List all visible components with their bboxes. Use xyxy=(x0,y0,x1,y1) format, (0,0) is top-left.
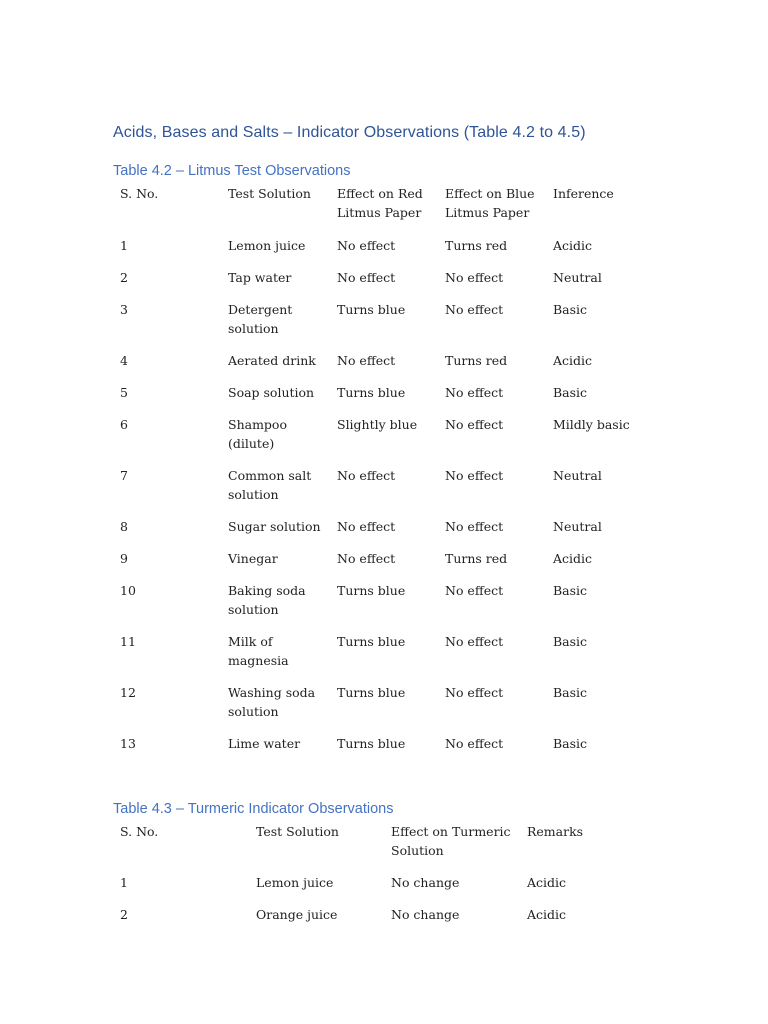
header-red-litmus-line: Effect on Red xyxy=(337,186,423,201)
header-red-litmus xyxy=(337,184,423,222)
row-inference xyxy=(553,300,587,319)
row-test-solution-line: Vinegar xyxy=(228,551,278,566)
row-blue-litmus-effect xyxy=(445,549,507,568)
row-blue-litmus-effect xyxy=(445,351,507,370)
row-blue-litmus-effect xyxy=(445,581,503,600)
row-blue-litmus-effect-line: No effect xyxy=(445,519,504,534)
row-test-solution-line: Aerated drink xyxy=(228,353,316,368)
row-inference xyxy=(553,549,592,568)
row-red-litmus-effect xyxy=(337,517,395,536)
row-red-litmus-effect xyxy=(337,632,405,651)
row-test-solution-line: Common salt xyxy=(228,468,312,483)
row-sno: 3 xyxy=(120,302,128,317)
row-sno: 13 xyxy=(120,736,136,751)
row-test-solution-line: Baking soda xyxy=(228,583,306,598)
row-inference-line: Acidic xyxy=(553,238,593,253)
row-turmeric-effect-line: No change xyxy=(391,907,460,922)
row-red-litmus-effect xyxy=(337,300,405,319)
row-sno: 6 xyxy=(120,417,128,432)
row-inference-line: Basic xyxy=(553,685,588,700)
document-title: Acids, Bases and Salts – Indicator Observations (Table 4.2 to 4.5) xyxy=(113,124,586,141)
table-4-3-title: Table 4.3 – Turmeric Indicator Observations xyxy=(113,801,394,817)
row-red-litmus-effect-line: Turns blue xyxy=(337,634,406,649)
row-turmeric-effect xyxy=(391,873,459,892)
row-red-litmus-effect-line: Turns blue xyxy=(337,385,406,400)
row-sno: 10 xyxy=(120,583,136,598)
row-blue-litmus-effect-line: No effect xyxy=(445,468,504,483)
row-red-litmus-effect xyxy=(337,268,395,287)
row-inference-line: Neutral xyxy=(553,519,602,534)
header-remarks xyxy=(527,822,583,841)
table-4-2-title: Table 4.2 – Litmus Test Observations xyxy=(113,163,351,179)
row-test-solution xyxy=(256,873,333,892)
row-test-solution-line: Detergent xyxy=(228,302,293,317)
row-blue-litmus-effect-line: Turns red xyxy=(445,353,508,368)
row-test-solution xyxy=(228,581,306,619)
row-test-solution-line: Shampoo xyxy=(228,417,287,432)
row-test-solution-line: solution xyxy=(228,704,279,719)
row-inference-line: Acidic xyxy=(553,353,593,368)
row-red-litmus-effect xyxy=(337,581,405,600)
row-blue-litmus-effect-line: No effect xyxy=(445,385,504,400)
row-test-solution xyxy=(228,351,316,370)
row-blue-litmus-effect-line: No effect xyxy=(445,417,504,432)
row-blue-litmus-effect-line: No effect xyxy=(445,583,504,598)
row-blue-litmus-effect-line: No effect xyxy=(445,685,504,700)
row-sno: 4 xyxy=(120,353,128,368)
row-test-solution-line: solution xyxy=(228,602,279,617)
row-inference-line: Basic xyxy=(553,736,588,751)
row-red-litmus-effect xyxy=(337,683,405,702)
row-test-solution-line: (dilute) xyxy=(228,436,275,451)
row-test-solution-line: magnesia xyxy=(228,653,289,668)
row-sno: 11 xyxy=(120,634,136,649)
header-sno-line: S. No. xyxy=(120,824,159,839)
row-test-solution-line: Sugar solution xyxy=(228,519,321,534)
row-inference xyxy=(553,517,602,536)
row-test-solution-line: Soap solution xyxy=(228,385,315,400)
row-red-litmus-effect xyxy=(337,466,395,485)
row-test-solution-line: Lemon juice xyxy=(256,875,334,890)
row-blue-litmus-effect-line: No effect xyxy=(445,634,504,649)
header-inference-line: Inference xyxy=(553,186,614,201)
row-blue-litmus-effect-line: Turns red xyxy=(445,551,508,566)
row-red-litmus-effect xyxy=(337,383,405,402)
row-red-litmus-effect-line: No effect xyxy=(337,238,396,253)
row-inference xyxy=(553,581,587,600)
row-inference xyxy=(553,415,630,434)
row-red-litmus-effect-line: Turns blue xyxy=(337,736,406,751)
row-test-solution-line: Milk of xyxy=(228,634,273,649)
row-sno: 1 xyxy=(120,238,128,253)
row-red-litmus-effect xyxy=(337,415,417,434)
row-test-solution-line: Lemon juice xyxy=(228,238,306,253)
row-test-solution-line: solution xyxy=(228,321,279,336)
row-blue-litmus-effect xyxy=(445,632,503,651)
header-sno xyxy=(120,184,158,203)
row-red-litmus-effect xyxy=(337,236,395,255)
row-test-solution-line: solution xyxy=(228,487,279,502)
row-inference xyxy=(553,466,602,485)
row-inference xyxy=(553,734,587,753)
row-red-litmus-effect-line: Turns blue xyxy=(337,685,406,700)
row-remarks-line: Acidic xyxy=(527,907,567,922)
row-blue-litmus-effect xyxy=(445,517,503,536)
row-red-litmus-effect-line: Turns blue xyxy=(337,583,406,598)
row-blue-litmus-effect xyxy=(445,466,503,485)
header-test-solution-line: Test Solution xyxy=(256,824,339,839)
header-test-solution xyxy=(228,184,311,203)
row-test-solution-line: Washing soda xyxy=(228,685,316,700)
row-test-solution xyxy=(228,300,292,338)
row-red-litmus-effect-line: Turns blue xyxy=(337,302,406,317)
row-blue-litmus-effect-line: No effect xyxy=(445,270,504,285)
row-red-litmus-effect xyxy=(337,734,405,753)
row-inference-line: Mildly basic xyxy=(553,417,630,432)
row-sno: 1 xyxy=(120,875,128,890)
header-remarks-line: Remarks xyxy=(527,824,584,839)
row-test-solution-line: Orange juice xyxy=(256,907,338,922)
row-inference-line: Neutral xyxy=(553,270,602,285)
row-inference xyxy=(553,268,602,287)
row-sno: 5 xyxy=(120,385,128,400)
row-blue-litmus-effect-line: No effect xyxy=(445,736,504,751)
row-sno: 12 xyxy=(120,685,136,700)
header-test-solution-line: Test Solution xyxy=(228,186,311,201)
header-inference xyxy=(553,184,614,203)
row-sno: 9 xyxy=(120,551,128,566)
row-blue-litmus-effect-line: Turns red xyxy=(445,238,508,253)
row-blue-litmus-effect xyxy=(445,734,503,753)
row-inference-line: Basic xyxy=(553,583,588,598)
row-sno: 2 xyxy=(120,907,128,922)
row-blue-litmus-effect xyxy=(445,383,503,402)
header-turmeric-effect-line: Effect on Turmeric xyxy=(391,824,511,839)
row-inference xyxy=(553,683,587,702)
row-inference xyxy=(553,236,592,255)
header-blue-litmus xyxy=(445,184,535,222)
row-test-solution xyxy=(228,466,311,504)
row-blue-litmus-effect xyxy=(445,300,503,319)
row-test-solution xyxy=(228,734,300,753)
row-remarks-line: Acidic xyxy=(527,875,567,890)
header-sno-line: S. No. xyxy=(120,186,159,201)
row-inference xyxy=(553,383,587,402)
row-inference xyxy=(553,351,592,370)
row-test-solution xyxy=(256,905,337,924)
row-test-solution xyxy=(228,268,291,287)
row-red-litmus-effect-line: No effect xyxy=(337,353,396,368)
row-inference-line: Neutral xyxy=(553,468,602,483)
row-test-solution xyxy=(228,683,315,721)
row-red-litmus-effect-line: No effect xyxy=(337,551,396,566)
row-test-solution-line: Lime water xyxy=(228,736,301,751)
row-remarks xyxy=(527,905,566,924)
header-red-litmus-line: Litmus Paper xyxy=(337,205,422,220)
row-test-solution xyxy=(228,415,287,453)
row-red-litmus-effect-line: No effect xyxy=(337,468,396,483)
row-turmeric-effect xyxy=(391,905,459,924)
row-inference-line: Basic xyxy=(553,634,588,649)
row-test-solution xyxy=(228,632,289,670)
row-inference-line: Basic xyxy=(553,385,588,400)
header-blue-litmus-line: Effect on Blue xyxy=(445,186,535,201)
row-inference-line: Acidic xyxy=(553,551,593,566)
row-red-litmus-effect-line: Slightly blue xyxy=(337,417,418,432)
row-test-solution xyxy=(228,517,321,536)
row-blue-litmus-effect-line: No effect xyxy=(445,302,504,317)
row-red-litmus-effect xyxy=(337,351,395,370)
row-inference-line: Basic xyxy=(553,302,588,317)
row-red-litmus-effect xyxy=(337,549,395,568)
row-blue-litmus-effect xyxy=(445,236,507,255)
header-sno xyxy=(120,822,158,841)
row-test-solution xyxy=(228,236,305,255)
row-sno: 8 xyxy=(120,519,128,534)
row-blue-litmus-effect xyxy=(445,268,503,287)
row-remarks xyxy=(527,873,566,892)
row-sno: 7 xyxy=(120,468,128,483)
row-sno: 2 xyxy=(120,270,128,285)
row-blue-litmus-effect xyxy=(445,683,503,702)
row-turmeric-effect-line: No change xyxy=(391,875,460,890)
header-test-solution xyxy=(256,822,339,841)
row-test-solution xyxy=(228,549,278,568)
header-blue-litmus-line: Litmus Paper xyxy=(445,205,530,220)
row-test-solution-line: Tap water xyxy=(228,270,292,285)
header-turmeric-effect xyxy=(391,822,511,860)
row-blue-litmus-effect xyxy=(445,415,503,434)
row-red-litmus-effect-line: No effect xyxy=(337,519,396,534)
row-red-litmus-effect-line: No effect xyxy=(337,270,396,285)
row-test-solution xyxy=(228,383,314,402)
header-turmeric-effect-line: Solution xyxy=(391,843,444,858)
row-inference xyxy=(553,632,587,651)
